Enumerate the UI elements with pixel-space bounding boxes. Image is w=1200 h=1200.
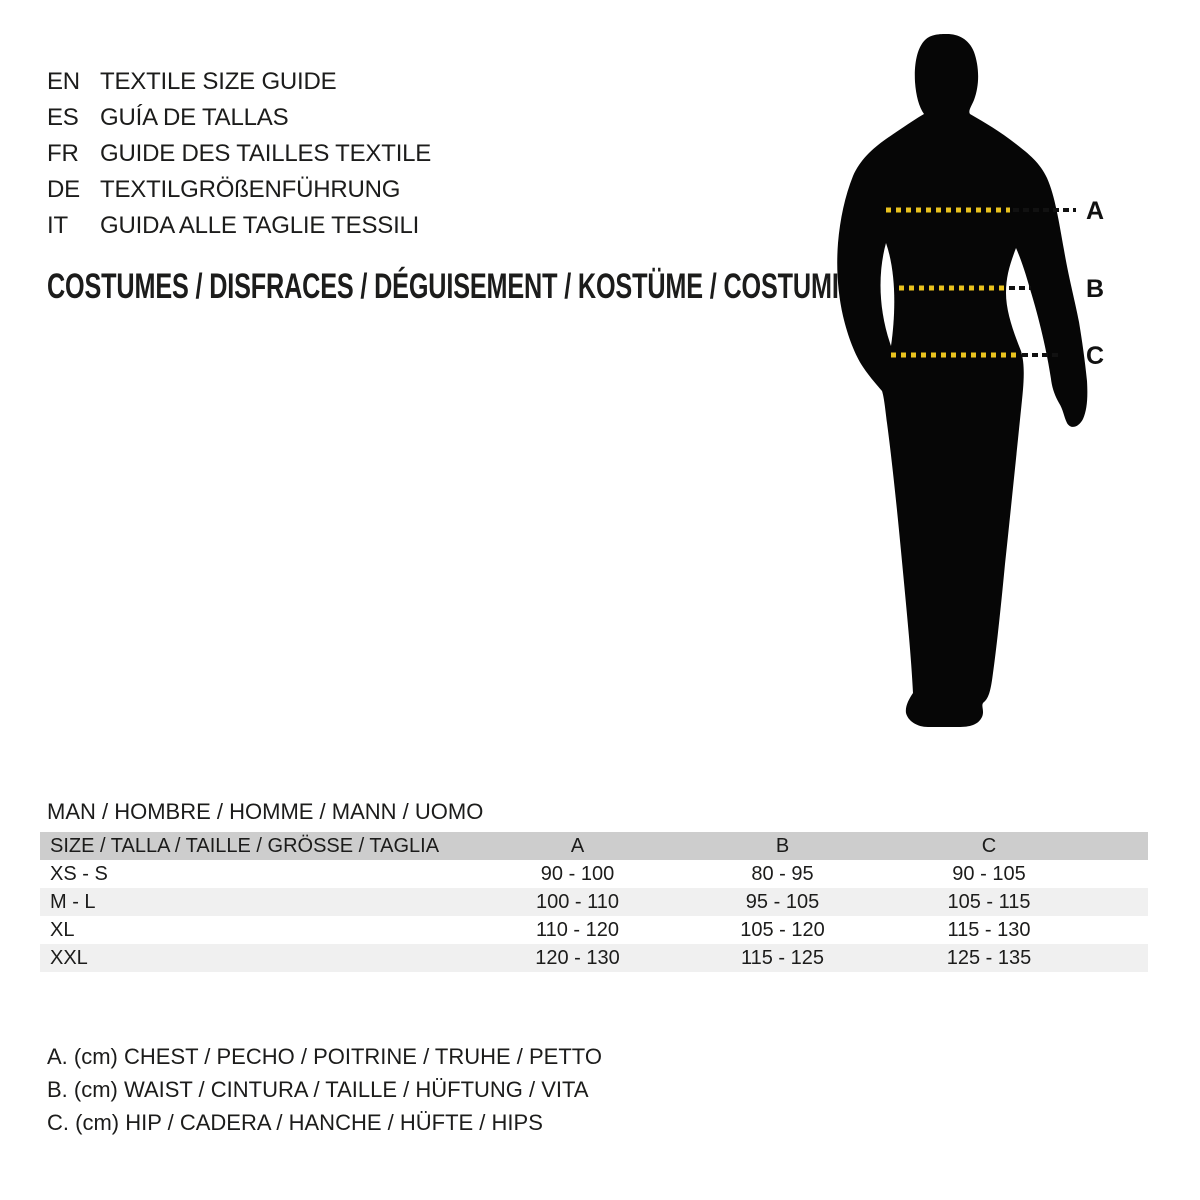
header-filler xyxy=(1098,832,1148,860)
table-header-row xyxy=(40,832,1148,860)
table-row xyxy=(40,916,1148,944)
hip-cell: 115 - 130 xyxy=(947,919,1031,941)
language-code: DE xyxy=(47,176,80,203)
size-cell: XXL xyxy=(50,947,88,969)
size-cell: M - L xyxy=(50,891,96,913)
size-cell: XL xyxy=(50,919,75,941)
category-heading-text: COSTUMES / DISFRACES / DÉGUISEMENT / KOSTÜME / COSTUMI xyxy=(47,267,839,306)
section-title: MAN / HOMBRE / HOMME / MANN / UOMO xyxy=(47,799,484,824)
language-title: TEXTILGRÖßENFÜHRUNG xyxy=(100,176,401,203)
chest-cell: 120 - 130 xyxy=(535,947,620,969)
chest-label: A xyxy=(1086,197,1105,225)
language-title-list xyxy=(47,64,431,244)
language-title: GUIDE DES TAILLES TEXTILE xyxy=(100,140,432,167)
hip-label: C xyxy=(1086,342,1105,370)
table-row xyxy=(40,860,1148,888)
waist-label: B xyxy=(1086,275,1105,303)
man-silhouette xyxy=(837,34,1087,727)
waist-cell: 115 - 125 xyxy=(740,947,825,969)
size-table xyxy=(40,832,1148,972)
language-row-it xyxy=(47,208,431,244)
language-row-es xyxy=(47,100,431,136)
column-header-b: B xyxy=(775,835,790,857)
language-code: FR xyxy=(47,140,79,167)
language-title: GUÍA DE TALLAS xyxy=(100,104,289,131)
row-filler xyxy=(1098,888,1148,916)
language-code: IT xyxy=(47,212,68,239)
language-row-fr xyxy=(47,136,431,172)
column-header-c: C xyxy=(981,835,997,857)
language-code: EN xyxy=(47,68,80,95)
waist-cell: 105 - 120 xyxy=(740,919,825,941)
row-filler xyxy=(1098,944,1148,972)
table-row xyxy=(40,944,1148,972)
size-column-header: SIZE / TALLA / TAILLE / GRÖSSE / TAGLIA xyxy=(50,835,440,857)
language-title: TEXTILE SIZE GUIDE xyxy=(100,68,337,95)
column-header-a: A xyxy=(570,835,585,857)
language-row-en xyxy=(47,64,431,100)
hip-cell: 105 - 115 xyxy=(947,891,1031,913)
language-row-de xyxy=(47,172,431,208)
legend-waist: B. (cm) WAIST / CINTURA / TAILLE / HÜFTUNG / VITA xyxy=(47,1077,589,1102)
chest-cell: 90 - 100 xyxy=(540,863,615,885)
hip-cell: 125 - 135 xyxy=(946,947,1032,969)
row-filler xyxy=(1098,916,1148,944)
chest-cell: 100 - 110 xyxy=(535,891,620,913)
language-title: GUIDA ALLE TAGLIE TESSILI xyxy=(100,212,420,239)
man-silhouette-figure xyxy=(820,20,1150,760)
table-row xyxy=(40,888,1148,916)
measurement-legend xyxy=(47,1040,602,1139)
row-filler xyxy=(1098,860,1148,888)
legend-hip: C. (cm) HIP / CADERA / HANCHE / HÜFTE / HIPS xyxy=(47,1110,543,1135)
hip-cell: 90 - 105 xyxy=(952,863,1026,885)
size-cell: XS - S xyxy=(50,863,108,885)
chest-cell: 110 - 120 xyxy=(535,919,620,941)
waist-cell: 95 - 105 xyxy=(745,891,820,913)
legend-chest: A. (cm) CHEST / PECHO / POITRINE / TRUHE / PETTO xyxy=(47,1044,602,1069)
language-code: ES xyxy=(47,104,79,131)
waist-cell: 80 - 95 xyxy=(751,863,814,885)
